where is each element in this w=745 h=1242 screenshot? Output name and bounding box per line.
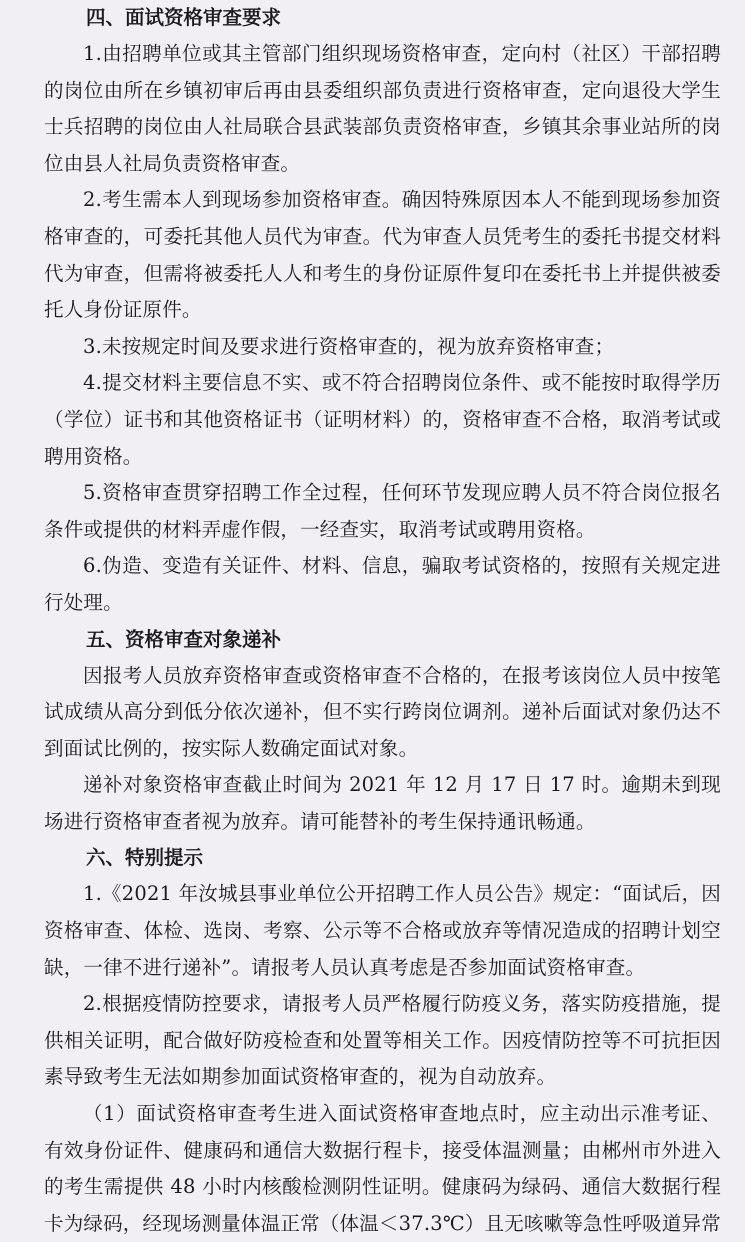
paragraph: 递补对象资格审查截止时间为 2021 年 12 月 17 日 17 时。逾期未到现场进行资格审查者视为放弃。请可能替补的考生保持通讯畅通。: [44, 773, 721, 833]
paragraph: 3.未按规定时间及要求进行资格审查的，视为放弃资格审查；: [83, 334, 615, 358]
section-interview-qualification-requirements: [44, 0, 721, 622]
paragraph: （1）面试资格审查考生进入面试资格审查地点时，应主动出示准考证、有效身份证件、健康码和通信大数据行程卡，接受体温测量；由郴州市外进入的考生需提供 48 小时内核酸检测阴性证明。健康码为绿码、通信大数据行程卡为绿码，经现场测量体温正常（体温＜37.3℃）且无咳嗽等急性呼吸道异常: [44, 1102, 721, 1235]
section-heading: 六、特别提示: [86, 846, 204, 870]
paragraph: 因报考人员放弃资格审查或资格审查不合格的，在报考该岗位人员中按笔试成绩从高分到低分依次递补，但不实行跨岗位调剂。递补后面试对象仍达不到面试比例的，按实际人数确定面试对象。: [44, 663, 721, 760]
paragraph: 6.伪造、变造有关证件、材料、信息，骗取考试资格的，按照有关规定进行处理。: [44, 554, 721, 614]
section-replacement-candidates: [44, 622, 721, 841]
paragraph: 1.由招聘单位或其主管部门组织现场资格审查，定向村（社区）干部招聘的岗位由所在乡镇初审后再由县委组织部负责进行资格审查，定向退役大学生士兵招聘的岗位由人社局联合县武装部负责资格审查，乡镇其余事业站所的岗位由县人社局负责资格审查。: [44, 42, 721, 175]
paragraph: 2.考生需本人到现场参加资格审查。确因特殊原因本人不能到现场参加资格审查的，可委托其他人员代为审查。代为审查人员凭考生的委托书提交材料代为审查，但需将被委托人人和考生的身份证原件复印在委托书上并提供被委托人身份证原件。: [44, 188, 721, 322]
paragraph: 2.根据疫情防控要求，请报考人员严格履行防疫义务，落实防疫措施，提供相关证明，配合做好防疫检查和处置等相关工作。因疫情防控等不可抗拒因素导致考生无法如期参加面试资格审查的，视为自动放弃。: [44, 992, 721, 1089]
section-heading: 五、资格审查对象递补: [86, 627, 282, 651]
paragraph: 1.《2021 年汝城县事业单位公开招聘工作人员公告》规定：“面试后，因资格审查、体检、选岗、考察、公示等不合格或放弃等情况造成的招聘计划空缺，一律不进行递补”。请报考人员认真考虑是否参加面试资格审查。: [44, 882, 721, 979]
paragraph: 4.提交材料主要信息不实、或不符合招聘岗位条件、或不能按时取得学历（学位）证书和其他资格证书（证明材料）的，资格审查不合格，取消考试或聘用资格。: [44, 371, 721, 468]
paragraph: 5.资格审查贯穿招聘工作全过程，任何环节发现应聘人员不符合岗位报名条件或提供的材料弄虚作假，一经查实，取消考试或聘用资格。: [44, 481, 721, 541]
section-special-notice: [44, 840, 721, 1242]
section-heading: 四、面试资格审查要求: [86, 6, 282, 29]
